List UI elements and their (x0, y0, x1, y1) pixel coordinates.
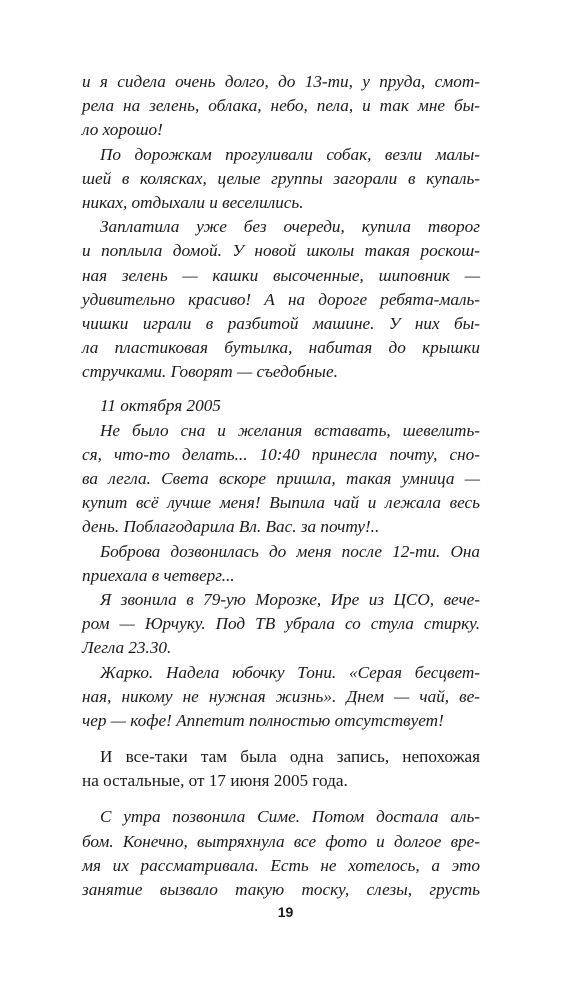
text-line: купит всё лучше меня! Выпила чай и лежала весь (82, 493, 480, 513)
paragraph-gap (82, 733, 480, 745)
paragraph-gap (82, 793, 480, 805)
paragraph (82, 540, 480, 588)
text-line: ся, что-то делать... 10:40 принесла почту, сно- (82, 444, 480, 464)
paragraph (82, 588, 480, 661)
text-line: рела на зелень, облака, небо, пела, и так мне бы- (82, 96, 480, 116)
text-line: день. Поблагодарила Вл. Вас. за почту!.. (82, 517, 380, 537)
paragraph (82, 805, 480, 902)
paragraph (82, 745, 480, 793)
text-line: ло хорошо! (82, 120, 163, 140)
text-line: По дорожкам прогуливали собак, везли малы- (100, 144, 480, 164)
paragraph (82, 419, 480, 540)
paragraph-gap (82, 384, 480, 394)
text-line: ная зелень — кашки высоченные, шиповник — (82, 265, 480, 285)
paragraph (82, 143, 480, 216)
text-line: Не было сна и желания вставать, шевелить- (100, 420, 480, 440)
text-line: С утра позвонила Симе. Потом достала аль- (100, 807, 480, 827)
paragraph (82, 215, 480, 384)
text-line: удивительно красиво! А на дороге ребята-маль- (82, 289, 480, 309)
paragraph (82, 661, 480, 734)
paragraph (82, 394, 480, 418)
text-line: бом. Конечно, вытряхнула все фото и долгое вре- (82, 831, 480, 851)
text-line: приехала в четверг... (82, 565, 235, 585)
text-line: никах, отдыхали и веселились. (82, 192, 304, 212)
text-line: ром — Юрчуку. Под ТВ убрала со стула стирку. (82, 614, 480, 634)
text-line: стручками. Говорят — съедобные. (82, 362, 338, 382)
text-line: и я сидела очень долго, до 13-ти, у пруда, смот- (82, 72, 480, 91)
text-line: на остальные, от 17 июня 2005 года. (82, 771, 348, 791)
page-number: 19 (277, 904, 294, 920)
text-line: мя их рассматривала. Есть не хотелось, а это (82, 855, 480, 875)
text-line: Легла 23.30. (82, 638, 172, 658)
text-line: И все-таки там была одна запись, непохожая (100, 747, 480, 767)
text-line: занятие вызвало такую тоску, слезы, грусть (82, 880, 480, 899)
page-body-text (82, 70, 480, 902)
text-line: шей в колясках, целые группы загорали в купаль- (82, 168, 480, 188)
text-line: Я звонила в 79-ую Морозке, Ире из ЦСО, вече- (100, 589, 480, 609)
text-line: ла пластиковая бутылка, набитая до крышки (82, 338, 480, 358)
text-line: и поплыла домой. У новой школы такая роскош- (82, 241, 480, 261)
paragraph (82, 70, 480, 143)
text-line: 11 октября 2005 (100, 396, 221, 416)
text-line: Жарко. Надела юбочку Тони. «Серая бесцвет- (100, 662, 480, 682)
text-line: чер — кофе! Аппетит полностью отсутствует! (82, 710, 444, 730)
text-line: Боброва дозвонилась до меня после 12-ти. Она (100, 541, 480, 561)
text-line: ная, никому не нужная жизнь». Днем — чай, ве- (82, 686, 480, 706)
text-line: чишки играли в разбитой машине. У них бы- (82, 313, 480, 333)
text-line: ва легла. Света вскоре пришла, такая умница — (82, 469, 480, 488)
text-line: Заплатила уже без очереди, купила творог (100, 217, 480, 237)
